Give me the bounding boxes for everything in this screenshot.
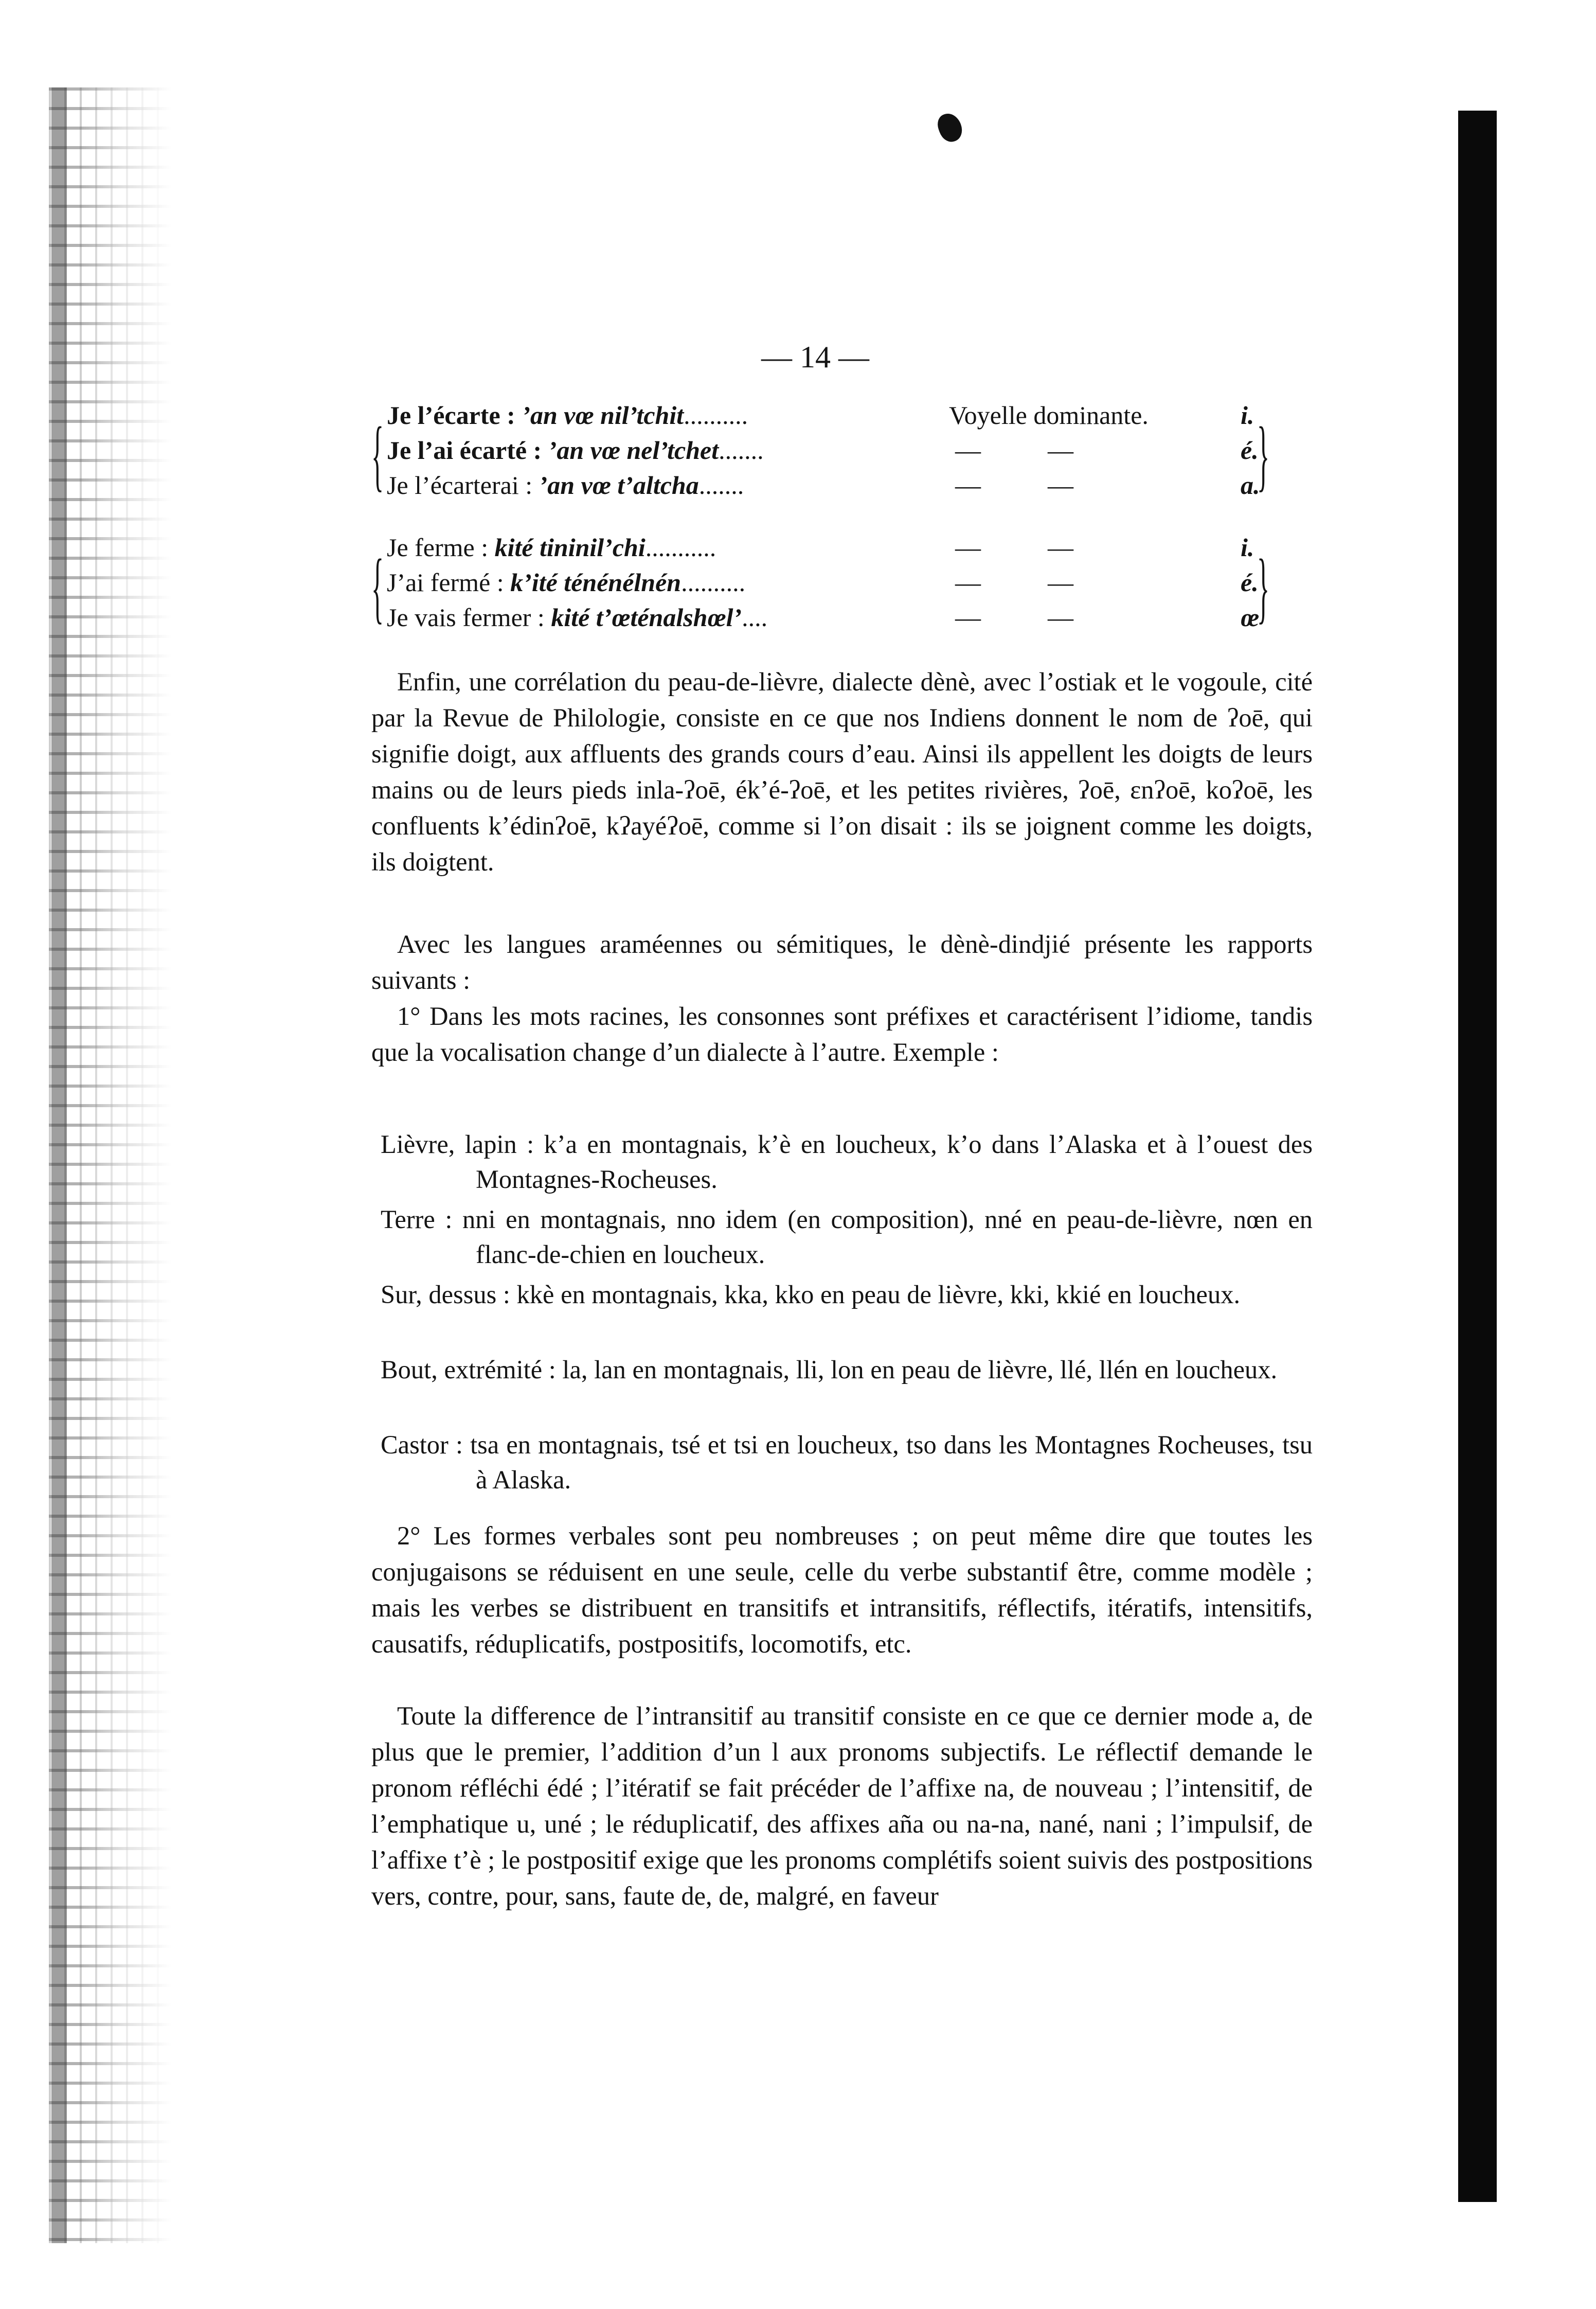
verb-row: J’ai fermé : k’ité ténénélnén.......... — — é. bbox=[387, 568, 1259, 597]
verb-row: Je ferme : kité tininil’chi........... — — i. bbox=[387, 533, 1254, 562]
verb-row: Je l’ai écarté : ʼan vœ nel’tchet....... — — é. bbox=[387, 436, 1259, 465]
dominant-vowel-label: Voyelle dominante. bbox=[949, 401, 1149, 430]
paragraph-transitive: Toute la difference de l’intransitif au transitif consiste en ce que ce dernier mode a, de plus que le premier, l’addition d’un l aux pronoms subjectifs. Le réflectif demande le pronom réfléchi édé ; l’itératif se fait précéder de l’affixe na, de nouveau ; l’intensitif, de l’emphatique u, uné ; le réduplicatif, des affixes aña ou na-na, nané, nani ; l’impulsif, de l’affixe t’è ; le postpositif exige que les pronoms complétifs soient suivis des postpositions vers, contre, pour, sans, faute de, de, malgré, en faveur bbox=[371, 1701, 1313, 1910]
verb-row: Je vais fermer : kité t’œténalshœl’.... — — œ bbox=[387, 603, 1260, 632]
verb-row: Je l’écarte : ʼan vœ nil’tchit.......... Voyelle dominante. i. bbox=[387, 401, 1254, 430]
ink-smudge bbox=[935, 110, 965, 145]
page-number: — 14 — bbox=[761, 340, 869, 374]
scan-binding-shadow bbox=[49, 87, 172, 2243]
example-terre: Terre : nni en montagnais, nno idem (en composition), nné en peau-de-lièvre, nœn en flanc-de-chien en loucheux. bbox=[381, 1205, 1313, 1269]
paragraph-rule-2: 2° Les formes verbales sont peu nombreuses ; on peut même dire que toutes les conjugaisons se réduisent en une seule, celle du verbe substantif être, comme modèle ; mais les verbes se distribuent en transitifs et intransitifs, réflectifs, itératifs, intensitifs, causatifs, réduplicatifs, postpositifs, locomotifs, etc. bbox=[371, 1521, 1313, 1658]
paragraph-correlation: Enfin, une corrélation du peau-de-lièvre, dialecte dènè, avec l’ostiak et le vogoule, cité par la Revue de Philologie, consiste en ce que nos Indiens donnent le nom de ʔoē, qui signifie doigt, aux affluents des grands cours d’eau. Ainsi ils appellent les doigts de leurs mains ou de leurs pieds inla-ʔoē, ék’é-ʔoē, et les petites rivières, ʔoē, ɛnʔoē, koʔoē, les confluents k’édinʔoē, kʔayéʔoē, comme si l’on disait : ils se joignent comme les doigts, ils doigtent. bbox=[371, 667, 1313, 876]
example-bout: Bout, extrémité : la, lan en montagnais, lli, lon en peau de lièvre, llé, llén en loucheux. bbox=[381, 1355, 1278, 1384]
verb-table-group-1 bbox=[371, 400, 1307, 505]
verb-table-group-2 bbox=[371, 532, 1307, 637]
example-castor: Castor : tsa en montagnais, tsé et tsi en loucheux, tso dans les Montagnes Rocheuses, tsu à Alaska. bbox=[381, 1430, 1313, 1494]
scan-binding-edge bbox=[51, 87, 67, 2243]
right-brace: } bbox=[1257, 410, 1269, 500]
left-brace: { bbox=[371, 410, 384, 500]
example-lievre: Lièvre, lapin : k’a en montagnais, k’è en loucheux, k’o dans l’Alaska et à l’ouest des Montagnes-Rocheuses. bbox=[381, 1130, 1313, 1194]
paragraph-semitic: Avec les langues araméennes ou sémitiques, le dènè-dindjié présente les rapports suivants : bbox=[371, 930, 1313, 994]
paragraph-rule-1: 1° Dans les mots racines, les consonnes sont préfixes et caractérisent l’idiome, tandis que la vocalisation change d’un dialecte à l’autre. Exemple : bbox=[371, 1002, 1313, 1067]
left-brace: { bbox=[371, 542, 384, 632]
verb-row: Je l’écarterai : ʼan vœ t’altcha....... — — a. bbox=[387, 471, 1260, 500]
right-brace: } bbox=[1257, 542, 1269, 632]
scan-right-border bbox=[1458, 111, 1497, 2202]
example-sur: Sur, dessus : kkè en montagnais, kka, kko en peau de lièvre, kki, kkié en loucheux. bbox=[381, 1280, 1241, 1309]
